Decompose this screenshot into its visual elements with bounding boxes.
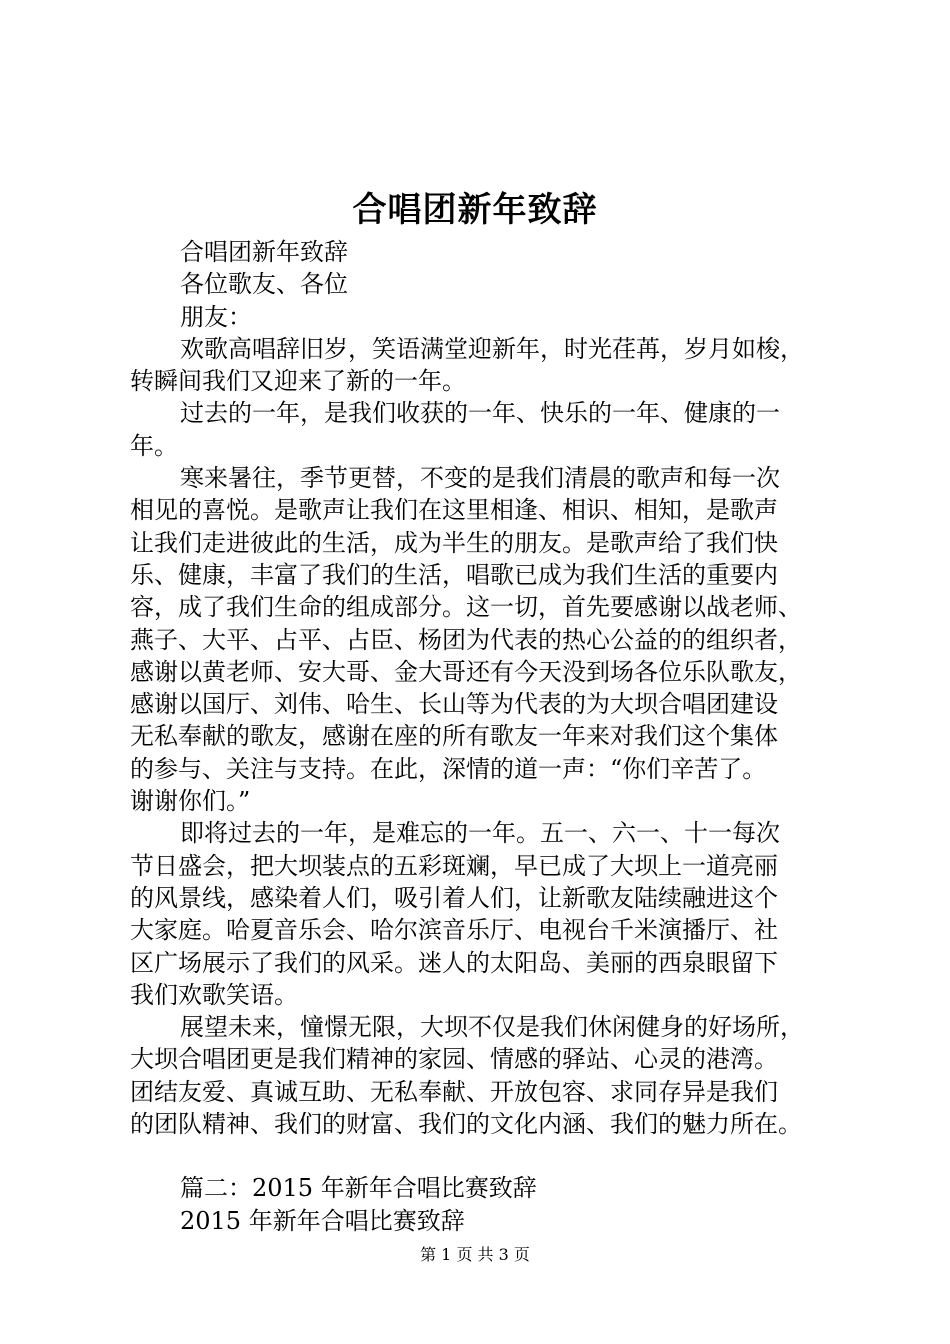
paragraph-line: 转瞬间我们又迎来了新的一年。 [130,367,466,396]
document-title: 合唱团新年致辞 [352,190,598,230]
paragraph-line: 乐、健康，丰富了我们的生活，唱歌已成为我们生活的重要内 [130,560,778,589]
paragraph [130,397,850,462]
paragraph-line: 过去的一年，是我们收获的一年、快乐的一年、健康的一 [180,399,780,428]
page-footer: 第 1 页 共 3 页 [420,1245,530,1264]
paragraph [130,817,850,1011]
paragraph-line: 大家庭。哈夏音乐会、哈尔滨音乐厅、电视台千米演播厅、社 [130,916,778,945]
paragraph-line: 区广场展示了我们的风采。迷人的太阳岛、美丽的西泉眼留下 [130,948,778,977]
paragraph [130,462,850,817]
paragraph-line: 我们欢歌笑语。 [130,980,298,1009]
paragraph-line: 即将过去的一年，是难忘的一年。五一、六一、十一每次 [180,819,780,848]
header-line: 合唱团新年致辞 [180,238,348,266]
paragraph-line: 大坝合唱团更是我们精神的家园、情感的驿站、心灵的港湾。 [130,1045,778,1074]
paragraph [130,1011,850,1140]
paragraph-line: 的参与、关注与支持。在此，深情的道一声：“你们辛苦了。 [130,754,767,783]
paragraph-line: 节日盛会，把大坝装点的五彩斑斓，早已成了大坝上一道亮丽 [130,851,778,880]
paragraph-line: 容，成了我们生命的组成部分。这一切，首先要感谢以战老师、 [130,593,802,622]
paragraph-line: 展望未来，憧憬无限，大坝不仅是我们休闲健身的好场所， [180,1013,804,1042]
section-two-subtitle: 2015 年新年合唱比赛致辞 [180,1206,465,1235]
paragraph-line: 团结友爱、真诚互助、无私奉献、开放包容、求同存异是我们 [130,1077,778,1106]
paragraph-line: 的风景线，感染着人们，吸引着人们，让新歌友陆续融进这个 [130,883,778,912]
paragraph-line: 谢谢你们。” [130,787,251,816]
paragraph [130,333,850,398]
paragraph-line: 让我们走进彼此的生活，成为半生的朋友。是歌声给了我们快 [130,528,778,557]
header-line: 朋友： [180,302,252,331]
paragraph-line: 无私奉献的歌友，感谢在座的所有歌友一年来对我们这个集体 [130,722,778,751]
document-body [130,236,850,1237]
paragraph-line: 感谢以国厅、刘伟、哈生、长山等为代表的为大坝合唱团建设 [130,690,778,719]
paragraph-line: 的团队精神、我们的财富、我们的文化内涵、我们的魅力所在。 [130,1110,802,1139]
paragraph-line: 感谢以黄老师、安大哥、金大哥还有今天没到场各位乐队歌友， [130,657,802,686]
paragraph-line: 年。 [130,431,178,460]
header-line: 各位歌友、各位 [180,270,348,299]
paragraph-line: 欢歌高唱辞旧岁，笑语满堂迎新年，时光荏苒，岁月如梭， [180,334,804,363]
paragraph-spacer [130,1140,850,1172]
paragraph-line: 寒来暑往，季节更替，不变的是我们清晨的歌声和每一次 [180,464,780,493]
paragraph-line: 相见的喜悦。是歌声让我们在这里相逢、相识、相知，是歌声 [130,496,778,525]
paragraph-line: 燕子、大平、占平、占臣、杨团为代表的热心公益的的组织者， [130,625,802,654]
section-two-heading: 篇二：2015 年新年合唱比赛致辞 [180,1174,537,1203]
